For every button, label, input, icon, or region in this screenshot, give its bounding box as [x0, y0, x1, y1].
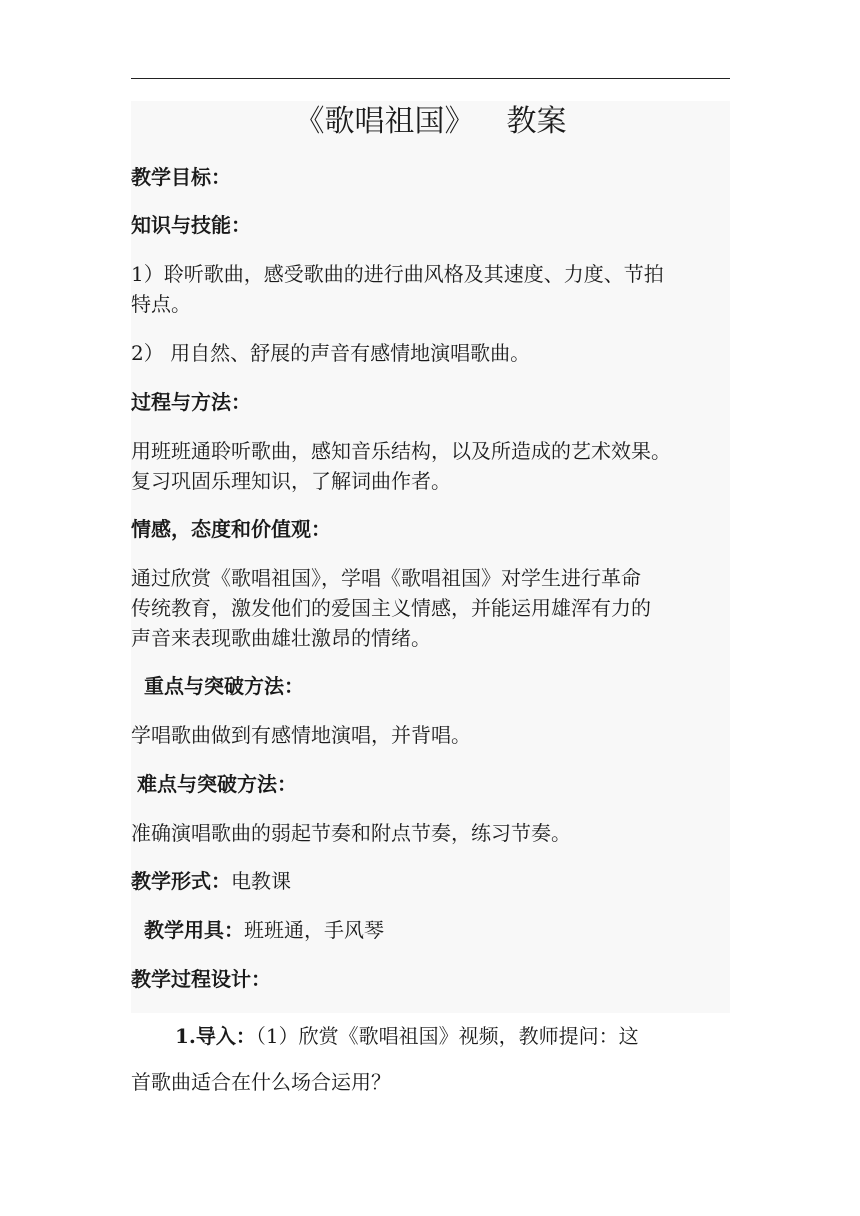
- process-line-2: 复习巩固乐理知识，了解词曲作者。: [131, 469, 451, 493]
- teaching-tools: [144, 915, 754, 945]
- knowledge-heading: 知识与技能：: [131, 213, 251, 237]
- title-lesson-plan: 教案: [506, 104, 567, 139]
- process-heading: 过程与方法：: [131, 390, 251, 414]
- title-song-name: 《歌唱祖国》: [294, 104, 475, 139]
- difficult-points-text: 准确演唱歌曲的弱起节奏和附点节奏，练习节奏。: [131, 821, 571, 845]
- teaching-tools-value: 班班通，手风琴: [244, 918, 384, 942]
- knowledge-item-1-line-1: 1）聆听歌曲，感受歌曲的进行曲风格及其速度、力度、节拍: [131, 262, 664, 286]
- intro-line-1: [175, 1021, 785, 1051]
- intro-text-line-1: （1）欣赏《歌唱祖国》视频，教师提问：这: [255, 1024, 639, 1048]
- key-points-heading: 重点与突破方法：: [144, 674, 304, 698]
- emotion-line-3: 声音来表现歌曲雄壮激昂的情绪。: [131, 626, 431, 650]
- emotion-line-2: 传统教育，激发他们的爱国主义情感，并能运用雄浑有力的: [131, 596, 651, 620]
- key-points-text: 学唱歌曲做到有感情地演唱，并背唱。: [131, 723, 471, 747]
- knowledge-item-1-line-2: 特点。: [131, 292, 191, 316]
- knowledge-item-2: 2） 用自然、舒展的声音有感情地演唱歌曲。: [131, 341, 531, 365]
- teaching-form: [131, 866, 741, 896]
- teaching-form-label: 教学形式：: [131, 869, 231, 893]
- teaching-goals-heading: 教学目标：: [131, 165, 231, 189]
- process-line-1: 用班班通聆听歌曲，感知音乐结构，以及所造成的艺术效果。: [131, 439, 671, 463]
- teaching-form-value: 电教课: [231, 869, 291, 893]
- intro-line-2: 首歌曲适合在什么场合运用？: [131, 1070, 391, 1094]
- emotion-heading: 情感，态度和价值观：: [131, 517, 331, 541]
- teaching-tools-label: 教学用具：: [144, 918, 244, 942]
- emotion-line-1: 通过欣赏《歌唱祖国》，学唱《歌唱祖国》对学生进行革命: [131, 566, 641, 590]
- header-rule: [131, 78, 730, 79]
- design-heading: 教学过程设计：: [131, 967, 271, 991]
- page-title: [131, 98, 730, 146]
- difficult-points-heading: 难点与突破方法：: [137, 772, 297, 796]
- intro-label: 1.导入：: [175, 1024, 256, 1048]
